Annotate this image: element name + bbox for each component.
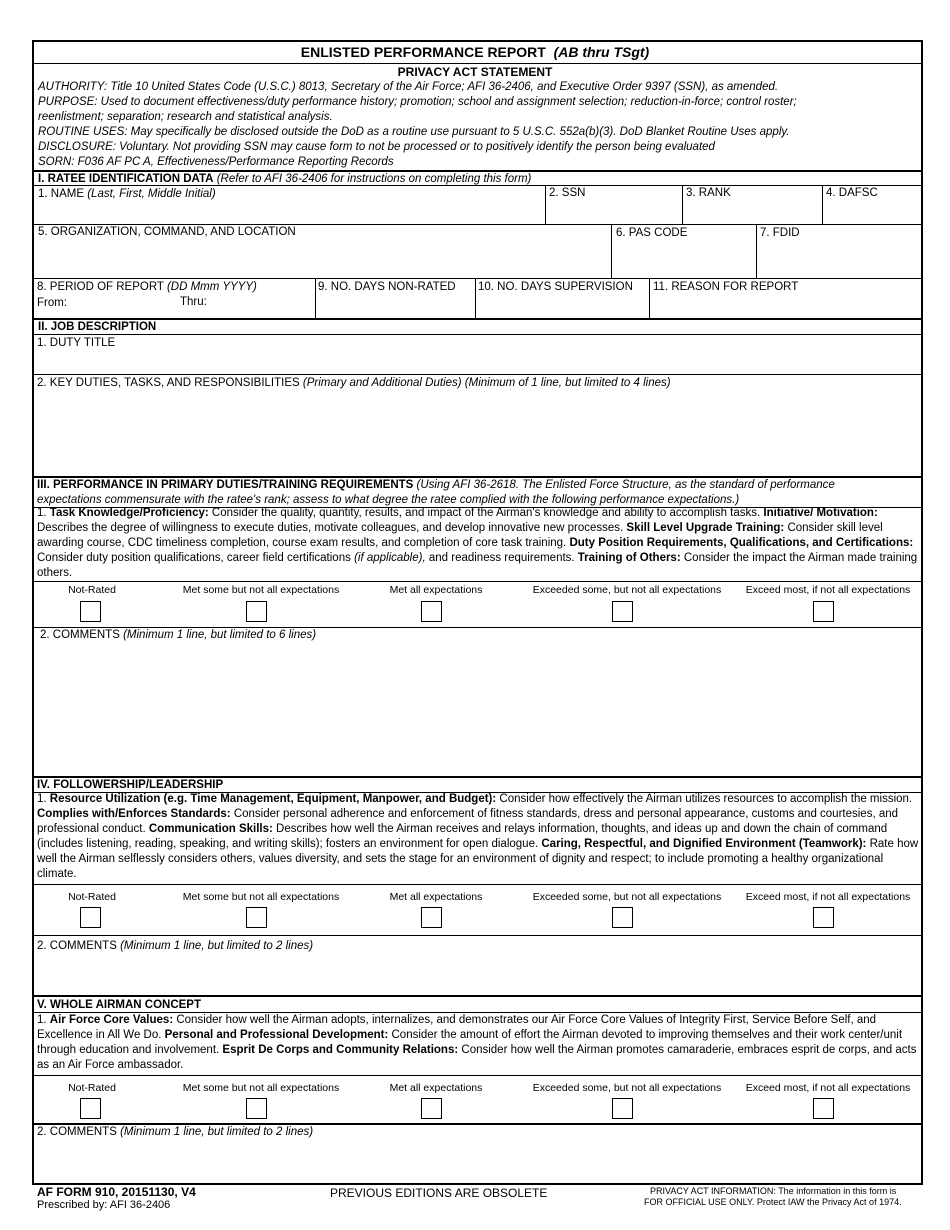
sorn-text: SORN: F036 AF PC A, Effectiveness/Performance Reporting Records bbox=[38, 156, 394, 168]
rating-label-met-all: Met all expectations bbox=[389, 584, 483, 596]
duty-title-field[interactable] bbox=[33, 335, 921, 374]
privacy-footer-2: FOR OFFICIAL USE ONLY. Protect IAW the Privacy Act of 1974. bbox=[644, 1197, 902, 1207]
s3-comments-label: 2. COMMENTS (Minimum 1 line, but limited to 6 lines) bbox=[40, 629, 317, 641]
s5-checkbox-exceeded-some[interactable] bbox=[612, 1098, 633, 1119]
rating-label-not-rated: Not-Rated bbox=[68, 891, 116, 903]
from-label: From: bbox=[37, 297, 68, 309]
key-duties-field[interactable] bbox=[33, 375, 921, 475]
rating-label-met-some: Met some but not all expectations bbox=[182, 584, 340, 596]
rating-label-exceed-most: Exceed most, if not all expectations bbox=[745, 584, 911, 596]
rating-label-met-some: Met some but not all expectations bbox=[182, 891, 340, 903]
s5-checkbox-met-some[interactable] bbox=[246, 1098, 267, 1119]
s5-checkbox-exceed-most[interactable] bbox=[813, 1098, 834, 1119]
s4-comments-label: 2. COMMENTS (Minimum 1 line, but limited to 2 lines) bbox=[37, 940, 314, 952]
section-1-heading: I. RATEE IDENTIFICATION DATA (Refer to AFI 36-2406 for instructions on completing this form) bbox=[38, 173, 532, 185]
rating-label-exceed-most: Exceed most, if not all expectations bbox=[745, 1082, 911, 1094]
rating-label-met-all: Met all expectations bbox=[389, 1082, 483, 1094]
thru-date-field[interactable] bbox=[212, 294, 312, 316]
from-date-field[interactable] bbox=[75, 294, 175, 316]
s5-checkbox-met-all[interactable] bbox=[421, 1098, 442, 1119]
duty-title-label: 1. DUTY TITLE bbox=[37, 337, 116, 349]
days-nonrated-label: 9. NO. DAYS NON-RATED bbox=[318, 281, 456, 293]
ssn-label: 2. SSN bbox=[549, 187, 586, 199]
rating-label-met-all: Met all expectations bbox=[389, 891, 483, 903]
organization-label: 5. ORGANIZATION, COMMAND, AND LOCATION bbox=[38, 226, 296, 238]
rating-label-exceeded-some: Exceeded some, but not all expectations bbox=[532, 584, 722, 596]
fdid-label: 7. FDID bbox=[760, 227, 800, 239]
rank-label: 3. RANK bbox=[686, 187, 731, 199]
reason-label: 11. REASON FOR REPORT bbox=[653, 281, 799, 293]
period-label: 8. PERIOD OF REPORT (DD Mmm YYYY) bbox=[37, 281, 257, 293]
s3-checkbox-not-rated[interactable] bbox=[80, 601, 101, 622]
dafsc-label: 4. DAFSC bbox=[826, 187, 878, 199]
purpose-text-cont: reenlistment; separation; research and statistical analysis. bbox=[38, 111, 333, 123]
s3-checkbox-exceeded-some[interactable] bbox=[612, 601, 633, 622]
form-identifier: AF FORM 910, 20151130, V4 bbox=[37, 1185, 196, 1199]
s4-checkbox-exceeded-some[interactable] bbox=[612, 907, 633, 928]
rating-label-exceeded-some: Exceeded some, but not all expectations bbox=[532, 891, 722, 903]
form-title: ENLISTED PERFORMANCE REPORT (AB thru TSgt) bbox=[300, 44, 650, 60]
section-3-heading: III. PERFORMANCE IN PRIMARY DUTIES/TRAINING REQUIREMENTS (Using AFI 36-2618. The Enlisted Force Structure, as the standard of performance bbox=[37, 479, 835, 491]
pas-code-label: 6. PAS CODE bbox=[616, 227, 688, 239]
rating-label-not-rated: Not-Rated bbox=[68, 1082, 116, 1094]
authority-text: AUTHORITY: Title 10 United States Code (U.S.C.) 8013, Secretary of the Air Force; AFI 36-2406, and Executive Order 9397 (SSN), as amended. bbox=[38, 81, 779, 93]
s3-checkbox-met-all[interactable] bbox=[421, 601, 442, 622]
disclosure-text: DISCLOSURE: Voluntary. Not providing SSN may cause form to not be processed or to positively identify the person being evaluated bbox=[38, 141, 715, 153]
section-4-criteria: 1. Resource Utilization (e.g. Time Management, Equipment, Manpower, and Budget): Consider how effectively the Airman utilizes resources to accomplish the mission. Complies with/Enforces Standards: Consider personal adherence and enforcement of fitness standards, dress and personal appearance, customs and courtesies, and professional conduct. Communication Skills: Describes how well the Airman receives and relays information, thoughts, and ideas up and down the chain of command (includes listening, reading, speaking, and writing skills); fosters an environment for open dialogue. Caring, Respectful, and Dignified Environment (Teamwork): Rate how well the Airman selflessly considers others, values diversity, and sets the stage for an environment of dignity and respect; to include promoting a healthy organizational climate. bbox=[37, 793, 919, 880]
name-label: 1. NAME (Last, First, Middle Initial) bbox=[38, 188, 216, 200]
section-4-heading: IV. FOLLOWERSHIP/LEADERSHIP bbox=[37, 779, 224, 791]
section-5-heading: V. WHOLE AIRMAN CONCEPT bbox=[37, 999, 201, 1011]
section-5-criteria: 1. Air Force Core Values: Consider how well the Airman adopts, internalizes, and demonstrates our Air Force Core Values of Integrity First, Service Before Self, and Excellence in All We Do. Personal and Professional Development: Consider the amount of effort the Airman devoted to improving themselves and their work center/unit through education and involvement. Esprit De Corps and Community Relations: Consider how well the Airman promotes camaraderie, embraces esprit de corps, and acts as an Air Force ambassador. bbox=[37, 1014, 917, 1071]
s4-checkbox-exceed-most[interactable] bbox=[813, 907, 834, 928]
privacy-act-heading: PRIVACY ACT STATEMENT bbox=[397, 65, 553, 79]
s4-checkbox-met-all[interactable] bbox=[421, 907, 442, 928]
section-3-heading-note: expectations commensurate with the ratee's rank; assess to what degree the ratee complied with the following performance expectations.) bbox=[37, 494, 740, 506]
privacy-footer-1: PRIVACY ACT INFORMATION: The information in this form is bbox=[650, 1186, 897, 1196]
s4-checkbox-met-some[interactable] bbox=[246, 907, 267, 928]
s4-checkbox-not-rated[interactable] bbox=[80, 907, 101, 928]
section-3-criteria: 1. Task Knowledge/Proficiency: Consider the quality, quantity, results, and impact of the Airman's knowledge and ability to accomplish tasks. Initiative/ Motivation: Describes the degree of willingness to execute duties, motivate colleagues, and develop innovative new processes. Skill Level Upgrade Training: Consider skill level awarding course, CDC timeliness completion, course exam results, and completion of core task training. Duty Position Requirements, Qualifications, and Certifications: Consider duty position qualifications, career field certifications (if applicable), and readiness requirements. Training of Others: Consider the impact the Airman made training others. bbox=[37, 507, 918, 579]
rating-label-not-rated: Not-Rated bbox=[68, 584, 116, 596]
prescribed-by: Prescribed by: AFI 36-2406 bbox=[37, 1199, 171, 1211]
s3-comments-field[interactable] bbox=[33, 628, 921, 776]
s3-checkbox-met-some[interactable] bbox=[246, 601, 267, 622]
days-supervision-label: 10. NO. DAYS SUPERVISION bbox=[478, 281, 633, 293]
obsolete-notice: PREVIOUS EDITIONS ARE OBSOLETE bbox=[330, 1186, 548, 1200]
rating-label-exceeded-some: Exceeded some, but not all expectations bbox=[532, 1082, 722, 1094]
section-2-heading: II. JOB DESCRIPTION bbox=[38, 321, 157, 333]
s3-checkbox-exceed-most[interactable] bbox=[813, 601, 834, 622]
rating-label-exceed-most: Exceed most, if not all expectations bbox=[745, 891, 911, 903]
key-duties-label: 2. KEY DUTIES, TASKS, AND RESPONSIBILITIES (Primary and Additional Duties) (Minimum of 1 line, but limited to 4 lines) bbox=[37, 377, 671, 389]
rating-label-met-some: Met some but not all expectations bbox=[182, 1082, 340, 1094]
s5-comments-label: 2. COMMENTS (Minimum 1 line, but limited to 2 lines) bbox=[37, 1126, 314, 1138]
thru-label: Thru: bbox=[180, 296, 207, 308]
s5-checkbox-not-rated[interactable] bbox=[80, 1098, 101, 1119]
purpose-text: PURPOSE: Used to document effectiveness/duty performance history; promotion; school and assignment selection; reduction-in-force; control roster; bbox=[38, 96, 797, 108]
routine-uses-text: ROUTINE USES: May specifically be disclosed outside the DoD as a routine use pursuant to 5 U.S.C. 552a(b)(3). DoD Blanket Routine Uses apply. bbox=[38, 126, 790, 138]
